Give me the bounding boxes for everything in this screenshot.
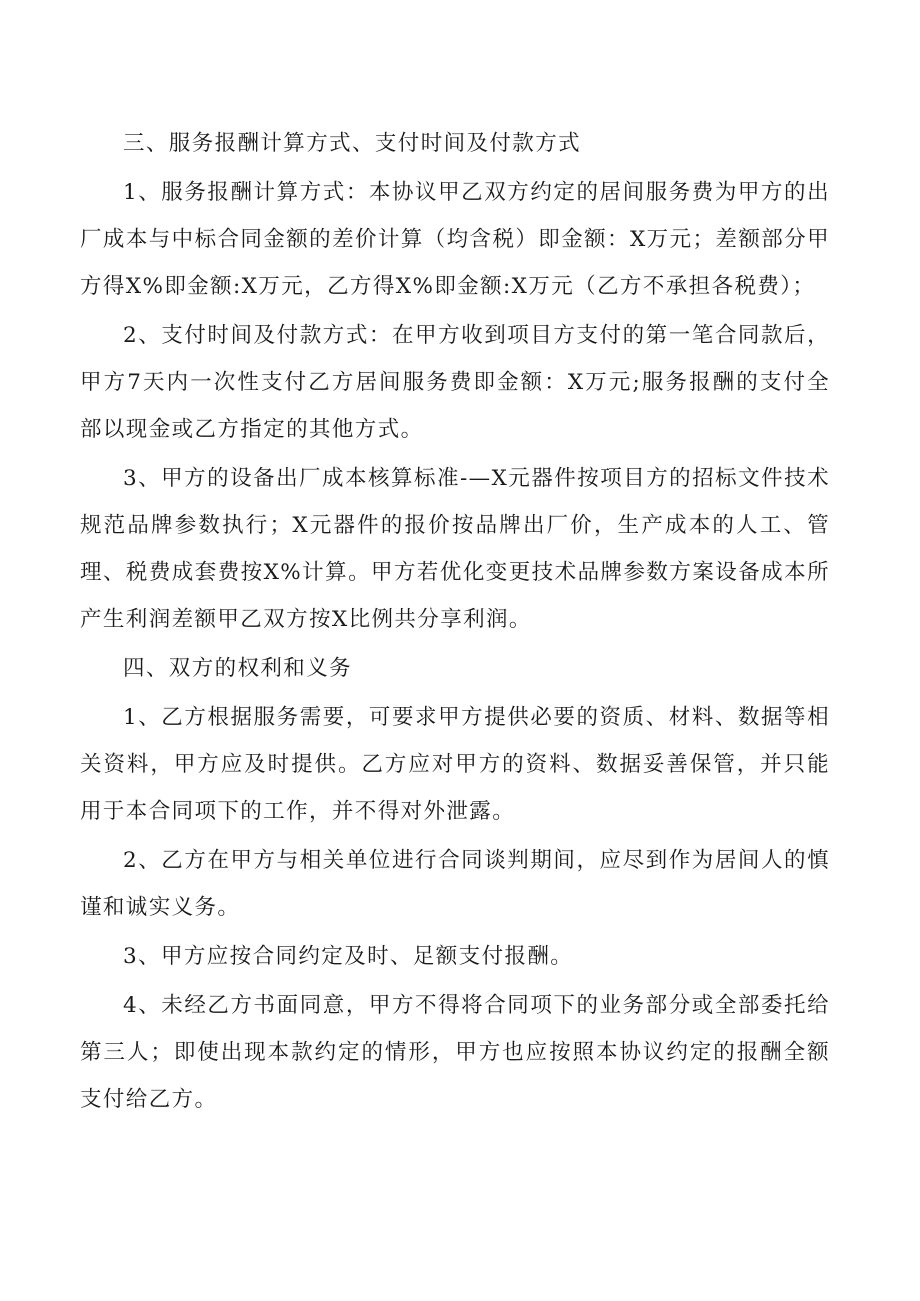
section-4-item-3: 3、甲方应按合同约定及时、足额支付报酬。 (123, 944, 574, 969)
section-3-item-2: 2、支付时间及付款方式：在甲方收到项目方支付的第一笔合同款后，甲方7天内一次性支付乙方居间服务费即金额：X万元;服务报酬的支付全部以现金或乙方指定的其他方式。 (80, 323, 830, 442)
section-4-item-2: 2、乙方在甲方与相关单位进行合同谈判期间，应尽到作为居间人的慎谨和诚实义务。 (80, 848, 830, 920)
section-3-item-3: 3、甲方的设备出厂成本核算标准-—X元器件按项目方的招标文件技术规范品牌参数执行；X元器件的报价按品牌出厂价，生产成本的人工、管理、税费成套费按X%计算。甲方若优化变更技术品牌参数方案设备成本所产生利润差额甲乙双方按X比例共分享利润。 (80, 466, 830, 632)
section-3-heading: 三、服务报酬计算方式、支付时间及付款方式 (123, 131, 582, 156)
section-4-heading: 四、双方的权利和义务 (123, 656, 353, 681)
section-4-item-1: 1、乙方根据服务需要，可要求甲方提供必要的资质、材料、数据等相关资料，甲方应及时提供。乙方应对甲方的资料、数据妥善保管，并只能用于本合同项下的工作，并不得对外泄露。 (80, 705, 830, 824)
document-body (80, 120, 830, 1125)
section-4-item-4: 4、未经乙方书面同意，甲方不得将合同项下的业务部分或全部委托给第三人；即使出现本款约定的情形，甲方也应按照本协议约定的报酬全额支付给乙方。 (80, 993, 830, 1112)
section-3-item-1: 1、服务报酬计算方式：本协议甲乙双方约定的居间服务费为甲方的出厂成本与中标合同金额的差价计算（均含税）即金额：X万元；差额部分甲方得X%即金额:X万元，乙方得X%即金额:X万元（乙方不承担各税费）； (80, 180, 830, 299)
